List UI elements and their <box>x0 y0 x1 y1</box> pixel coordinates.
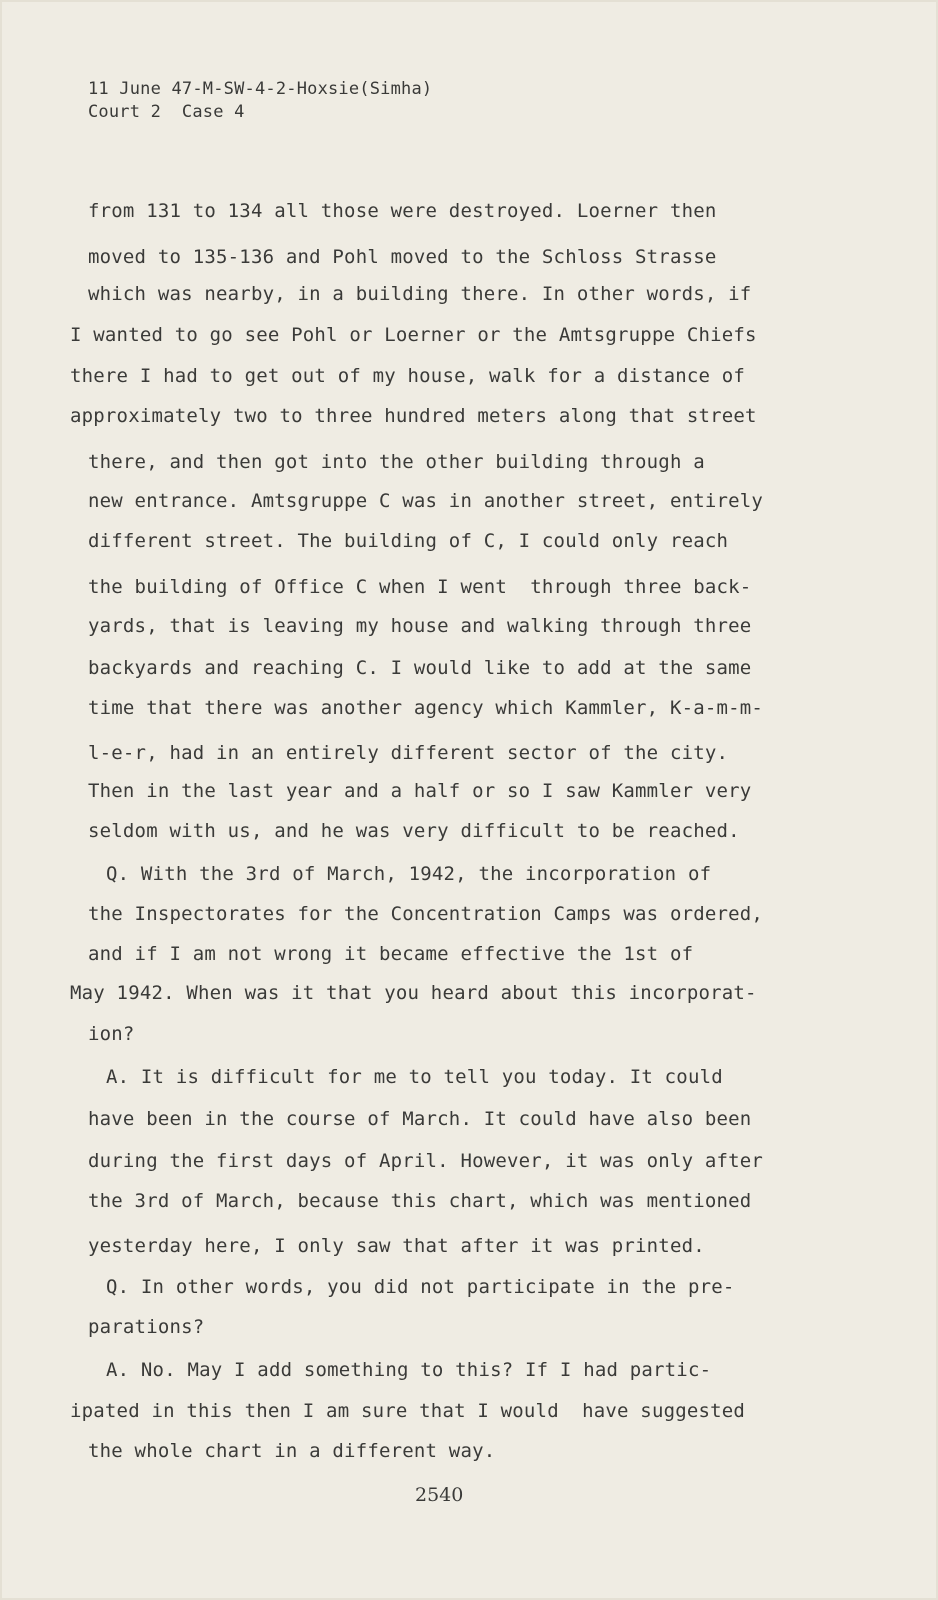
body-line: during the first days of April. However, it was only after <box>88 1150 764 1172</box>
body-line: seldom with us, and he was very difficult to be reached. <box>88 820 740 842</box>
body-line: moved to 135-136 and Pohl moved to the Schloss Strasse <box>88 246 717 268</box>
body-line: the building of Office C when I went through three back- <box>88 576 752 598</box>
body-line: Q. With the 3rd of March, 1942, the incorporation of <box>106 863 712 885</box>
body-line: Then in the last year and a half or so I saw Kammler very <box>88 780 752 802</box>
body-line: A. No. May I add something to this? If I had partic- <box>106 1359 712 1381</box>
body-line: different street. The building of C, I could only reach <box>88 530 729 552</box>
body-line: May 1942. When was it that you heard about this incorporat- <box>70 982 757 1004</box>
body-line: time that there was another agency which Kammler, K-a-m-m- <box>88 697 764 719</box>
body-line: ion? <box>88 1023 135 1045</box>
page-number: 2540 <box>415 1484 464 1506</box>
body-line: there, and then got into the other building through a <box>88 451 705 473</box>
header-line-2: Court 2 Case 4 <box>88 102 245 122</box>
body-line: parations? <box>88 1316 205 1338</box>
body-line: there I had to get out of my house, walk for a distance of <box>70 365 746 387</box>
body-line: A. It is difficult for me to tell you today. It could <box>106 1066 723 1088</box>
body-line: new entrance. Amtsgruppe C was in another street, entirely <box>88 490 764 512</box>
header-line-1: 11 June 47-M-SW-4-2-Hoxsie(Simha) <box>88 79 433 99</box>
body-line: from 131 to 134 all those were destroyed. Loerner then <box>88 200 717 222</box>
body-line: have been in the course of March. It could have also been <box>88 1108 752 1130</box>
body-line: which was nearby, in a building there. In other words, if <box>88 283 752 305</box>
body-line: approximately two to three hundred meters along that street <box>70 405 757 427</box>
body-line: ipated in this then I am sure that I would have suggested <box>70 1400 746 1422</box>
body-line: yesterday here, I only saw that after it was printed. <box>88 1235 705 1257</box>
body-line: I wanted to go see Pohl or Loerner or the Amtsgruppe Chiefs <box>70 324 757 346</box>
body-line: the Inspectorates for the Concentration Camps was ordered, <box>88 903 764 925</box>
body-line: the 3rd of March, because this chart, which was mentioned <box>88 1190 752 1212</box>
body-line: yards, that is leaving my house and walking through three <box>88 615 752 637</box>
body-line: the whole chart in a different way. <box>88 1440 496 1462</box>
body-line: backyards and reaching C. I would like to add at the same <box>88 657 752 679</box>
body-line: l-e-r, had in an entirely different sector of the city. <box>88 742 729 764</box>
body-line: Q. In other words, you did not participate in the pre- <box>106 1276 735 1298</box>
body-line: and if I am not wrong it became effective the 1st of <box>88 943 694 965</box>
